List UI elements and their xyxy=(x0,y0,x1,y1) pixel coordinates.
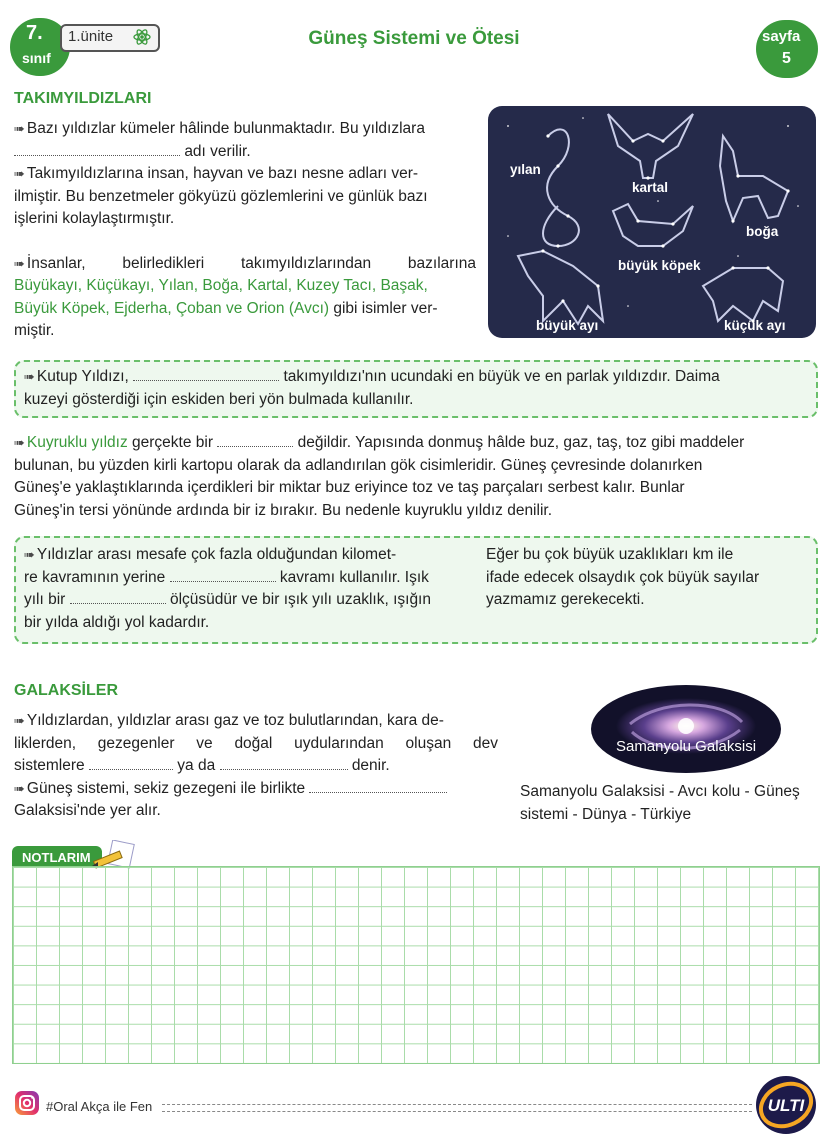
constellations-text: ➠ Bazı yıldızlar kümeler hâlinde bulunmaktadır. Bu yıldızlara adı verilir. ➠ Takımyıldızlarına insan, hayvan ve bazı nesne adları ver- ilmiştir. Bu benzetmeler gökyüzü gözlemlerini ve günlük bazı işlerini kolaylaştırmıştır. ➠ İnsanlar, belirledikleri takımyıldızlarından bazılarına Büyükayı, Küçükayı, Yılan, Boğa, Kartal, Kuzey Tacı, Başak, Büyük Köpek, Ejderha, Çoban ve Orion (Avcı) gibi isimler ver- miştir. xyxy=(14,120,476,339)
page-word: sayfa xyxy=(762,28,801,45)
label-yilan: yılan xyxy=(510,162,541,177)
ulti-logo-text: ULTI xyxy=(767,1096,805,1115)
blank-polaris[interactable] xyxy=(133,368,279,381)
arrow-icon: ➠ xyxy=(14,780,25,796)
arrow-icon: ➠ xyxy=(14,713,25,728)
blank-lightyear-1[interactable] xyxy=(170,569,276,582)
label-kucuk-ayi: küçük ayı xyxy=(724,318,786,333)
ulti-logo xyxy=(754,1074,818,1136)
constellation-drawing xyxy=(488,106,816,338)
blank-constellation[interactable] xyxy=(14,143,180,156)
label-boga: boğa xyxy=(746,224,779,239)
arrow-icon: ➠ xyxy=(24,369,35,384)
constellations-image xyxy=(488,106,816,338)
footer-divider xyxy=(162,1104,752,1112)
arrow-icon: ➠ xyxy=(14,121,25,136)
polaris-text: ➠ Kutup Yıldızı, takımyıldızı'nın ucundaki en büyük ve en parlak yıldızdır. Daima kuzeyi gösterdiği için eskiden beri yön bulmada kullanılır. xyxy=(24,368,720,408)
label-buyuk-ayi: büyük ayı xyxy=(536,318,599,333)
arrow-icon: ➠ xyxy=(14,166,25,181)
galaxies-text: ➠ Yıldızlardan, yıldızlar arası gaz ve toz bulutlarından, kara de- liklerden, gezegenler ve doğal uydularından oluşan dev sistemlere ya da denir. ➠ Güneş sistemi, sekiz gezegeni ile birlikte Galaksisi'nde yer alır. xyxy=(14,712,498,819)
footer-handle: #Oral Akça ile Fen xyxy=(46,1099,153,1114)
comet-text: ➠ Kuyruklu yıldız gerçekte bir değildir. Yapısında donmuş hâlde buz, gaz, taş, toz gibi maddeler bulunan, bu yüzden kirli kartopu olarak da adlandırılan gök cisimleridir. Güneş çevresinde dolanırken Güneş'e yaklaştıklarında içerdikleri bir miktar buz eriyince toz ve taş parçaları serbest kalır. Bunlar Güneş'in tersi yönünde ardında bir iz bırakır. Bu nedenle kuyruklu yıldız denilir. xyxy=(14,434,745,519)
section-heading-constellations: TAKIMYILDIZLARI xyxy=(14,90,152,107)
galaxy-drawing xyxy=(590,684,782,774)
arrow-icon: ➠ xyxy=(14,435,25,450)
label-kartal: kartal xyxy=(632,180,669,195)
blank-comet[interactable] xyxy=(217,434,293,447)
page-number: 5 xyxy=(782,50,791,67)
lightyear-left-text: ➠ Yıldızlar arası mesafe çok fazla olduğundan kilomet- re kavramının yerine kavramı kullanılır. Işık yılı bir ölçüsüdür ve bir ışık yılı uzaklık, ışığın bir yılda aldığı yol kadardır. xyxy=(24,546,431,631)
instagram-icon[interactable] xyxy=(14,1090,40,1116)
label-buyuk-kopek: büyük köpek xyxy=(618,258,701,273)
grade-number: 7. xyxy=(26,22,43,44)
arrow-icon: ➠ xyxy=(14,255,25,271)
unit-label: 1.ünite xyxy=(68,28,114,45)
grade-word: sınıf xyxy=(22,50,51,66)
blank-galaxy-3[interactable] xyxy=(309,780,447,793)
galaxy-caption: Samanyolu Galaksisi - Avcı kolu - Güneş sistemi - Dünya - Türkiye xyxy=(520,783,800,823)
milky-way-image xyxy=(590,684,782,774)
galaxy-image-label: Samanyolu Galaksisi xyxy=(615,738,757,755)
page-title: Güneş Sistemi ve Ötesi xyxy=(308,28,520,49)
lightyear-right-text: Eğer bu çok büyük uzaklıkları km ile ifade edecek olsaydık çok büyük sayılar yazmamız gerekecekti. xyxy=(486,546,760,608)
section-heading-galaxies: GALAKSİLER xyxy=(14,682,118,699)
arrow-icon: ➠ xyxy=(24,547,35,562)
notes-grid[interactable] xyxy=(12,866,820,1064)
blank-galaxy-2[interactable] xyxy=(220,757,348,770)
notes-label: NOTLARIM xyxy=(22,850,91,865)
blank-galaxy-1[interactable] xyxy=(89,757,173,770)
blank-lightyear-2[interactable] xyxy=(70,591,166,604)
